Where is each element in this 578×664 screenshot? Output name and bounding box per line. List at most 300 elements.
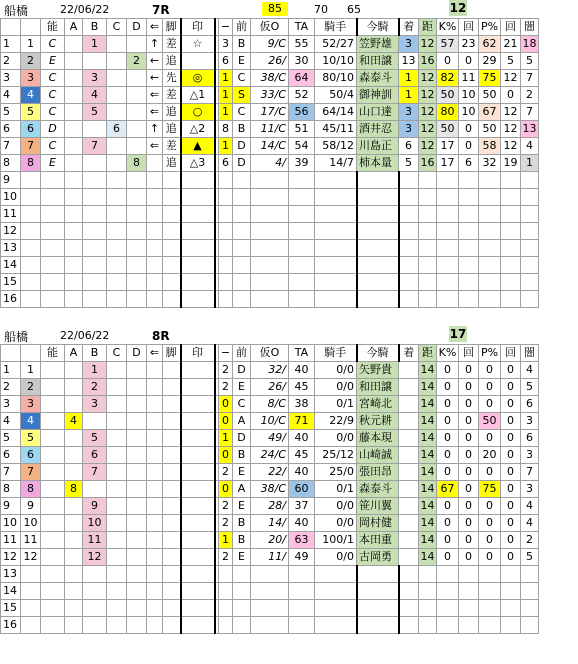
cell-minus: 6	[219, 155, 233, 172]
header-jockey: 今騎	[357, 19, 399, 36]
entry-row[interactable]	[1, 566, 539, 583]
cell-ta: 60	[289, 481, 315, 498]
cell-col-b	[83, 223, 107, 240]
cell-col-a	[65, 87, 83, 104]
cell-mark: ☆	[181, 36, 215, 53]
cell-minus: 0	[219, 396, 233, 413]
cell-horse-no: 11	[21, 532, 41, 549]
entry-row[interactable]	[1, 223, 539, 240]
header-minus: −	[219, 19, 233, 36]
cell-distance	[419, 189, 437, 206]
cell-kai2	[501, 240, 521, 257]
cell-front: B	[233, 447, 251, 464]
cell-move	[147, 549, 163, 566]
cell-distance: 14	[419, 498, 437, 515]
cell-jockey-record: 50/4	[315, 87, 357, 104]
cell-move	[147, 464, 163, 481]
race-block-8r	[0, 326, 578, 634]
header-k-pct: K%	[437, 19, 459, 36]
cell-distance	[419, 583, 437, 600]
cell-ta	[289, 223, 315, 240]
cell-col-d	[127, 396, 147, 413]
cell-minus	[219, 566, 233, 583]
cell-minus: 1	[219, 138, 233, 155]
cell-move	[147, 532, 163, 549]
header-finish: 着	[399, 19, 419, 36]
cell-jockey-record	[315, 566, 357, 583]
cell-ability: C	[41, 104, 65, 121]
cell-horse-no: 7	[21, 464, 41, 481]
cell-finish: 1	[399, 70, 419, 87]
cell-horse-no	[21, 617, 41, 634]
cell-minus: 2	[219, 498, 233, 515]
cell-col-c	[107, 498, 127, 515]
cell-ability	[41, 257, 65, 274]
cell-kari-o: 4/	[251, 155, 289, 172]
entry-row[interactable]	[1, 549, 539, 566]
cell-distance: 14	[419, 515, 437, 532]
cell-style: 差	[163, 138, 181, 155]
cell-horse-no	[21, 274, 41, 291]
cell-ta: 54	[289, 138, 315, 155]
entry-row[interactable]	[1, 430, 539, 447]
cell-kai2: 0	[501, 532, 521, 549]
cell-minus: 2	[219, 379, 233, 396]
entry-row[interactable]	[1, 172, 539, 189]
cell-jockey: 岡村健	[357, 515, 399, 532]
cell-jockey	[357, 223, 399, 240]
cell-col-d	[127, 121, 147, 138]
cell-mark	[181, 206, 215, 223]
cell-minus	[219, 172, 233, 189]
entry-row[interactable]	[1, 87, 539, 104]
cell-row-no: 10	[1, 515, 21, 532]
cell-col-d	[127, 257, 147, 274]
cell-col-a	[65, 291, 83, 308]
cell-kai	[459, 600, 479, 617]
cell-jockey: 森泰斗	[357, 481, 399, 498]
cell-kai2: 5	[501, 53, 521, 70]
entry-row[interactable]	[1, 515, 539, 532]
cell-col-b	[83, 206, 107, 223]
cell-row-no: 11	[1, 206, 21, 223]
cell-col-c	[107, 291, 127, 308]
cell-minus: 2	[219, 549, 233, 566]
cell-jockey-record	[315, 583, 357, 600]
cell-jockey	[357, 617, 399, 634]
cell-row-no: 2	[1, 53, 21, 70]
cell-yami	[521, 172, 539, 189]
cell-jockey-record: 0/0	[315, 549, 357, 566]
cell-horse-no: 4	[21, 87, 41, 104]
cell-finish	[399, 274, 419, 291]
cell-col-b	[83, 189, 107, 206]
cell-style	[163, 481, 181, 498]
cell-col-c	[107, 413, 127, 430]
cell-kai: 0	[459, 549, 479, 566]
entry-row[interactable]	[1, 532, 539, 549]
cell-col-d: 8	[127, 155, 147, 172]
cell-mark	[181, 532, 215, 549]
cell-style: 追	[163, 155, 181, 172]
entry-row[interactable]	[1, 481, 539, 498]
cell-ta	[289, 172, 315, 189]
header-ta: TA	[289, 345, 315, 362]
cell-horse-no	[21, 172, 41, 189]
cell-distance: 12	[419, 104, 437, 121]
cell-front	[233, 600, 251, 617]
cell-move	[147, 155, 163, 172]
cell-minus	[219, 240, 233, 257]
cell-kari-o: 11/	[251, 549, 289, 566]
cell-ta	[289, 600, 315, 617]
cell-p-pct	[479, 566, 501, 583]
cell-col-c: 6	[107, 121, 127, 138]
cell-row-no: 9	[1, 498, 21, 515]
cell-col-a	[65, 617, 83, 634]
cell-kari-o	[251, 223, 289, 240]
entry-row[interactable]	[1, 617, 539, 634]
entry-row[interactable]	[1, 362, 539, 379]
cell-row-no: 5	[1, 430, 21, 447]
cell-col-a	[65, 70, 83, 87]
cell-finish	[399, 617, 419, 634]
entry-row[interactable]	[1, 447, 539, 464]
cell-p-pct: 75	[479, 481, 501, 498]
cell-front: B	[233, 121, 251, 138]
cell-yami: 18	[521, 36, 539, 53]
cell-jockey-record	[315, 291, 357, 308]
entry-row[interactable]	[1, 121, 539, 138]
cell-mark	[181, 257, 215, 274]
cell-col-d	[127, 447, 147, 464]
cell-kari-o: 28/	[251, 498, 289, 515]
cell-col-c	[107, 600, 127, 617]
cell-move	[147, 379, 163, 396]
cell-k-pct: 0	[437, 430, 459, 447]
cell-minus: 6	[219, 53, 233, 70]
header-row-no	[1, 19, 21, 36]
cell-jockey-record: 25/12	[315, 447, 357, 464]
cell-col-d	[127, 413, 147, 430]
cell-col-c	[107, 617, 127, 634]
cell-move	[147, 583, 163, 600]
cell-col-b	[83, 53, 107, 70]
cell-front: D	[233, 138, 251, 155]
cell-ta: 63	[289, 532, 315, 549]
cell-row-no: 16	[1, 291, 21, 308]
cell-kai2	[501, 617, 521, 634]
cell-k-pct: 0	[437, 413, 459, 430]
cell-col-b	[83, 240, 107, 257]
cell-distance: 14	[419, 464, 437, 481]
cell-distance	[419, 600, 437, 617]
entry-row[interactable]	[1, 206, 539, 223]
cell-jockey-record: 25/0	[315, 464, 357, 481]
cell-jockey-record: 58/12	[315, 138, 357, 155]
cell-move	[147, 447, 163, 464]
entry-row[interactable]	[1, 413, 539, 430]
cell-distance: 14	[419, 549, 437, 566]
cell-col-b: 2	[83, 379, 107, 396]
cell-col-b: 3	[83, 70, 107, 87]
cell-kai2: 0	[501, 481, 521, 498]
cell-row-no: 12	[1, 223, 21, 240]
cell-col-d	[127, 362, 147, 379]
cell-move	[147, 274, 163, 291]
header-row	[1, 19, 539, 36]
cell-style	[163, 549, 181, 566]
cell-jockey-record: 0/0	[315, 379, 357, 396]
cell-kai2	[501, 189, 521, 206]
cell-finish	[399, 515, 419, 532]
header-minus: −	[219, 345, 233, 362]
cell-ability	[41, 583, 65, 600]
cell-move	[147, 189, 163, 206]
cell-col-c	[107, 172, 127, 189]
cell-kari-o: 14/	[251, 515, 289, 532]
entry-row[interactable]	[1, 464, 539, 481]
cell-col-d	[127, 87, 147, 104]
cell-kai: 0	[459, 481, 479, 498]
cell-yami: 3	[521, 413, 539, 430]
cell-ability: C	[41, 36, 65, 53]
cell-kai	[459, 172, 479, 189]
entry-row[interactable]	[1, 189, 539, 206]
cell-ta	[289, 189, 315, 206]
cell-col-a	[65, 379, 83, 396]
cell-minus: 1	[219, 70, 233, 87]
cell-k-pct	[437, 223, 459, 240]
cell-style	[163, 600, 181, 617]
cell-col-d	[127, 583, 147, 600]
cell-distance: 14	[419, 396, 437, 413]
cell-col-d	[127, 600, 147, 617]
cell-move: ⇐	[147, 138, 163, 155]
cell-col-d	[127, 104, 147, 121]
entry-row[interactable]	[1, 104, 539, 121]
cell-style	[163, 583, 181, 600]
entry-row[interactable]	[1, 600, 539, 617]
cell-row-no: 15	[1, 600, 21, 617]
cell-mark: △2	[181, 121, 215, 138]
entry-row[interactable]	[1, 70, 539, 87]
cell-front: E	[233, 549, 251, 566]
cell-col-d	[127, 36, 147, 53]
cell-col-a	[65, 532, 83, 549]
cell-kai: 10	[459, 87, 479, 104]
cell-row-no: 4	[1, 87, 21, 104]
cell-col-c	[107, 240, 127, 257]
cell-col-d	[127, 464, 147, 481]
cell-kai2	[501, 583, 521, 600]
cell-jockey-record: 0/0	[315, 430, 357, 447]
cell-jockey-record: 0/1	[315, 481, 357, 498]
cell-move: ↑	[147, 36, 163, 53]
cell-jockey: 張田昂	[357, 464, 399, 481]
cell-ability: C	[41, 70, 65, 87]
header-jockey: 今騎	[357, 345, 399, 362]
entry-row[interactable]	[1, 36, 539, 53]
cell-kai2: 0	[501, 464, 521, 481]
cell-style	[163, 413, 181, 430]
cell-p-pct	[479, 600, 501, 617]
cell-yami	[521, 566, 539, 583]
cell-yami: 4	[521, 138, 539, 155]
cell-finish	[399, 189, 419, 206]
cell-row-no: 14	[1, 257, 21, 274]
cell-row-no: 7	[1, 464, 21, 481]
cell-yami: 3	[521, 481, 539, 498]
cell-kai2	[501, 291, 521, 308]
cell-horse-no	[21, 223, 41, 240]
cell-move	[147, 515, 163, 532]
cell-ta	[289, 291, 315, 308]
entry-row[interactable]	[1, 53, 539, 70]
cell-horse-no: 2	[21, 379, 41, 396]
cell-move	[147, 617, 163, 634]
venue-name: 船橋	[4, 4, 29, 18]
cell-jockey-record: 0/0	[315, 498, 357, 515]
cell-kai2: 12	[501, 104, 521, 121]
cell-row-no: 3	[1, 70, 21, 87]
header-yami: 闇	[521, 345, 539, 362]
cell-yami	[521, 240, 539, 257]
cell-yami: 4	[521, 362, 539, 379]
cell-move: ⇐	[147, 87, 163, 104]
cell-row-no: 7	[1, 138, 21, 155]
cell-horse-no	[21, 566, 41, 583]
cell-kai	[459, 257, 479, 274]
entry-row[interactable]	[1, 138, 539, 155]
cell-k-pct	[437, 206, 459, 223]
cell-jockey-record: 100/1	[315, 532, 357, 549]
cell-col-d: 2	[127, 53, 147, 70]
cell-col-a	[65, 600, 83, 617]
cell-p-pct: 0	[479, 532, 501, 549]
entry-row[interactable]	[1, 274, 539, 291]
cell-mark	[181, 464, 215, 481]
cell-ability	[41, 223, 65, 240]
cell-kari-o: 20/	[251, 532, 289, 549]
cell-col-d	[127, 515, 147, 532]
entry-row[interactable]	[1, 583, 539, 600]
cell-col-c	[107, 515, 127, 532]
cell-col-c	[107, 104, 127, 121]
cell-col-d	[127, 566, 147, 583]
cell-ta: 38	[289, 396, 315, 413]
cell-move	[147, 396, 163, 413]
cell-ta: 40	[289, 515, 315, 532]
cell-col-a	[65, 53, 83, 70]
cell-col-d	[127, 430, 147, 447]
cell-yami	[521, 291, 539, 308]
cell-col-c	[107, 481, 127, 498]
header-kari-o: 仮O	[251, 345, 289, 362]
cell-p-pct	[479, 274, 501, 291]
cell-jockey	[357, 257, 399, 274]
cell-col-a	[65, 498, 83, 515]
cell-jockey-record: 0/0	[315, 515, 357, 532]
cell-finish: 13	[399, 53, 419, 70]
entry-row[interactable]	[1, 155, 539, 172]
cell-distance	[419, 617, 437, 634]
entry-row[interactable]	[1, 257, 539, 274]
cell-row-no: 8	[1, 481, 21, 498]
cell-kai: 0	[459, 362, 479, 379]
cell-k-pct: 80	[437, 104, 459, 121]
cell-ability	[41, 515, 65, 532]
cell-ability: E	[41, 155, 65, 172]
cell-jockey	[357, 600, 399, 617]
cell-ta: 45	[289, 379, 315, 396]
cell-jockey	[357, 274, 399, 291]
cell-distance: 14	[419, 532, 437, 549]
cell-col-c	[107, 532, 127, 549]
cell-kari-o: 32/	[251, 362, 289, 379]
cell-ability	[41, 172, 65, 189]
cell-ta: 45	[289, 447, 315, 464]
entries-table	[0, 18, 539, 308]
cell-distance: 14	[419, 379, 437, 396]
cell-mark	[181, 362, 215, 379]
cell-kai: 6	[459, 155, 479, 172]
header-style: 脚	[163, 19, 181, 36]
cell-ability	[41, 379, 65, 396]
cell-col-d	[127, 189, 147, 206]
cell-move	[147, 240, 163, 257]
cell-ability	[41, 291, 65, 308]
entry-row[interactable]	[1, 498, 539, 515]
cell-kari-o: 49/	[251, 430, 289, 447]
cell-col-a	[65, 36, 83, 53]
cell-col-c	[107, 189, 127, 206]
cell-k-pct: 0	[437, 396, 459, 413]
cell-row-no: 1	[1, 36, 21, 53]
race-block-7r	[0, 0, 578, 308]
cell-col-b: 4	[83, 87, 107, 104]
cell-kai: 10	[459, 104, 479, 121]
entry-row[interactable]	[1, 396, 539, 413]
cell-kari-o	[251, 257, 289, 274]
cell-col-c	[107, 257, 127, 274]
entry-row[interactable]	[1, 240, 539, 257]
cell-kai	[459, 189, 479, 206]
cell-k-pct	[437, 617, 459, 634]
cell-front: B	[233, 532, 251, 549]
cell-distance	[419, 206, 437, 223]
cell-style	[163, 617, 181, 634]
entry-row[interactable]	[1, 379, 539, 396]
cell-k-pct: 17	[437, 155, 459, 172]
cell-mark	[181, 172, 215, 189]
cell-row-no: 11	[1, 532, 21, 549]
cell-col-a	[65, 274, 83, 291]
cell-p-pct: 0	[479, 430, 501, 447]
cell-kai: 23	[459, 36, 479, 53]
cell-finish	[399, 447, 419, 464]
cell-k-pct: 0	[437, 362, 459, 379]
cell-front: B	[233, 36, 251, 53]
cell-horse-no: 8	[21, 481, 41, 498]
entry-row[interactable]	[1, 291, 539, 308]
cell-move	[147, 362, 163, 379]
cell-style: 追	[163, 53, 181, 70]
cell-col-d	[127, 70, 147, 87]
cell-row-no: 6	[1, 447, 21, 464]
cell-col-a	[65, 549, 83, 566]
cell-distance	[419, 172, 437, 189]
